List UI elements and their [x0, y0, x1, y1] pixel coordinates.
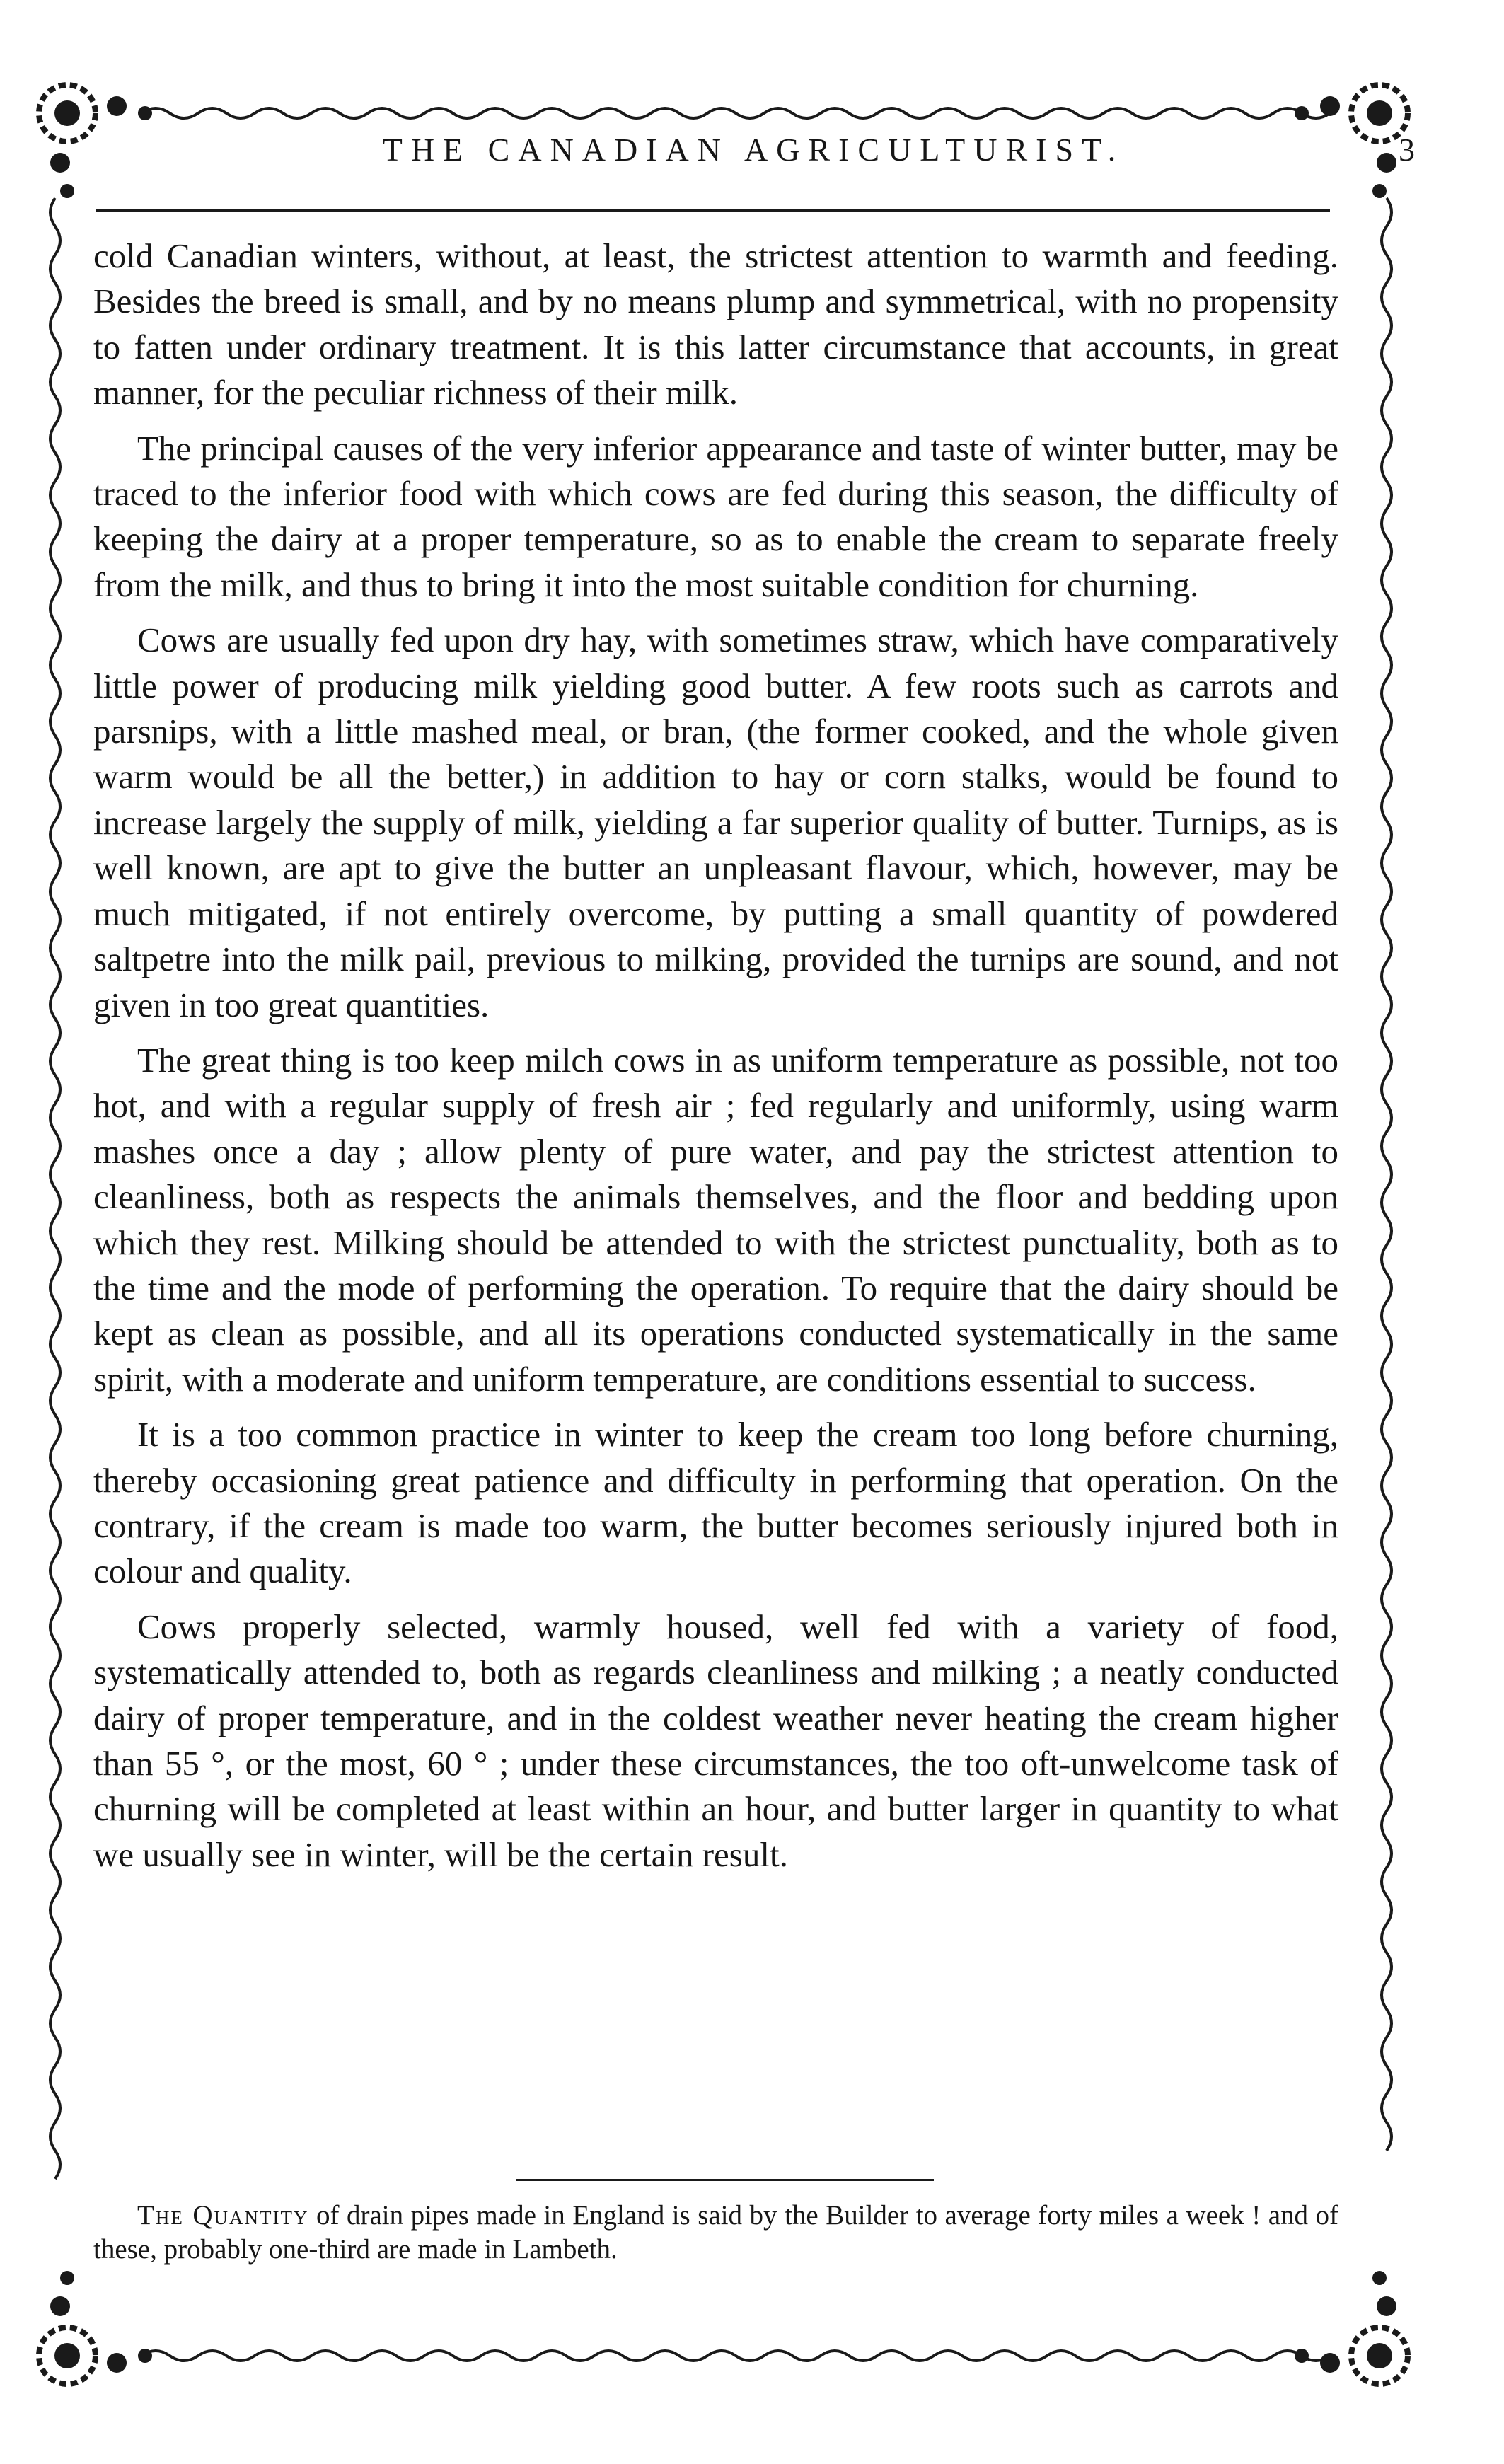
- paragraph-4: The great thing is too keep milch cows in as uniform temperature as possible, not too hot, and with a regular supply of fresh air ; fed regularly and uniformly, using warm mashes once a day ; allow plenty of pure water, and pay the strictest attention to cleanliness, both as respects the animals themselves, and the floor and bedding upon which they rest. Milking should be attended to with the strictest punctuality, both as to the time and the mode of performing the operation. To require that the dairy should be kept as clean as possible, and all its operations conducted systematically in the same spirit, with a moderate and uniform temperature, are conditions essential to success.: [93, 1040, 1338, 1399]
- footnote-lead: The Quantity: [137, 2200, 309, 2231]
- bottom-right-ornament-icon: [1295, 2271, 1408, 2384]
- paragraph-6: Cows properly selected, warmly housed, well fed with a variety of food, systematically attended to, both as regards cleanliness and milking ; a neatly conducted dairy of proper temperature, and in the coldest weather never heating the cream higher than 55 °, or the most, 60 ° ; under these circumstances, the too oft-unwelcome task of churning will be completed at least within an hour, and butter larger in quantity to what we usually see in winter, will be the certain result.: [93, 1607, 1338, 1874]
- bottom-left-ornament-icon: [39, 2271, 152, 2384]
- paragraph-2: The principal causes of the very inferior appearance and taste of winter butter, may be traced to the inferior food with which cows are fed during this season, the difficulty of keeping the dairy at a proper temperature, so as to enable the cream to separate freely from the milk, and thus to bring it into the most suitable condition for churning.: [93, 428, 1338, 604]
- article-body: [93, 233, 1338, 1878]
- paragraph-1: cold Canadian winters, without, at least, the strictest attention to warmth and feeding. Besides the breed is small, and by no means plump and symmetrical, with no propensity to fatten under ordinary treatment. It is this latter circumstance that accounts, in great manner, for the peculiar richness of their milk.: [93, 236, 1338, 412]
- bottom-border-line: [141, 2351, 1330, 2361]
- page-number: 3: [1399, 132, 1415, 168]
- running-title: THE CANADIAN AGRICULTURIST.: [382, 132, 1125, 168]
- header-rule: [96, 209, 1330, 212]
- left-border-line: [50, 198, 60, 2179]
- right-border-line: [1382, 198, 1392, 2151]
- paragraph-3: Cows are usually fed upon dry hay, with sometimes straw, which have comparatively little power of producing milk yielding good butter. A few roots such as carrots and parsnips, with a little mashed meal, or bran, (the former cooked, and the whole given warm would be all the better,) in addition to hay or corn stalks, would be found to increase largely the supply of milk, yielding a far superior quality of butter. Turnips, as is well known, are apt to give the butter an unpleasant flavour, which, however, may be much mitigated, if not entirely overcome, by putting a small quantity of powdered saltpetre into the milk pail, previous to milking, provided the turnips are sound, and not given in too great quantities.: [93, 620, 1338, 1024]
- running-head: [92, 131, 1415, 180]
- footnote-text: of drain pipes made in England is said by the Builder to average forty miles a week ! and of these, probably one-third are made in Lambeth.: [93, 2200, 1338, 2265]
- footnote-rule: [516, 2179, 934, 2181]
- paragraph-5: It is a too common practice in winter to keep the cream too long before churning, thereby occasioning great patience and difficulty in performing that operation. On the contrary, if the cream is made too warm, the butter becomes seriously injured both in colour and quality.: [93, 1415, 1338, 1591]
- footnote: [93, 2199, 1338, 2267]
- top-border-line: [141, 108, 1330, 118]
